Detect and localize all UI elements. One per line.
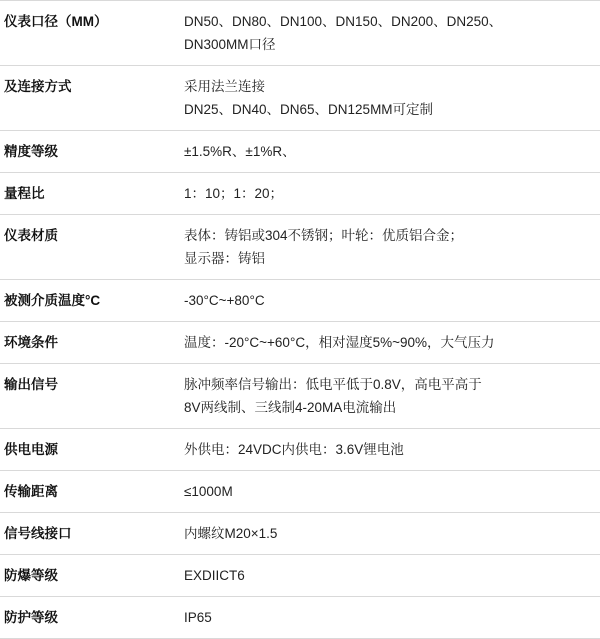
spec-value [178,66,600,131]
spec-value [178,364,600,429]
spec-value-line: DN300MM口径 [184,37,276,52]
spec-value-line: DN50、DN80、DN100、DN150、DN200、DN250、 [184,14,503,29]
specification-table-body [0,1,600,639]
table-row [0,364,600,429]
spec-value-line: ≤1000M [184,484,233,499]
spec-value [178,513,600,555]
spec-value-line: EXDIICT6 [184,568,245,583]
spec-value [178,1,600,66]
table-row [0,513,600,555]
spec-label: 被测介质温度°C [4,293,101,308]
spec-value-line: 8V两线制、三线制4-20MA电流输出 [184,400,397,415]
spec-label: 输出信号 [4,377,58,392]
spec-value [178,555,600,597]
spec-value [178,215,600,280]
spec-value-line: 脉冲频率信号输出：低电平低于0.8V，高电平高于 [184,377,482,392]
spec-label: 仪表材质 [4,228,58,243]
table-row [0,1,600,66]
spec-value [178,471,600,513]
spec-label: 防护等级 [4,610,58,625]
spec-value-line: 温度：-20°C~+60°C，相对湿度5%~90%，大气压力 [184,335,495,350]
spec-label: 环境条件 [4,335,58,350]
spec-value [178,173,600,215]
spec-label: 防爆等级 [4,568,58,583]
spec-value-line: 采用法兰连接 [184,79,265,94]
spec-value [178,322,600,364]
table-row [0,215,600,280]
table-row [0,471,600,513]
spec-value-line: ±1.5%R、±1%R、 [184,144,296,159]
table-row [0,322,600,364]
spec-value [178,131,600,173]
spec-label: 传输距离 [4,484,58,499]
spec-value [178,280,600,322]
spec-label: 精度等级 [4,144,58,159]
spec-value-line: IP65 [184,610,212,625]
table-row [0,429,600,471]
spec-value-line: 内螺纹M20×1.5 [184,526,278,541]
spec-label: 信号线接口 [4,526,72,541]
spec-label: 量程比 [4,186,45,201]
spec-label: 及连接方式 [4,79,72,94]
spec-label: 仪表口径（MM） [4,14,108,29]
spec-value-line: 外供电：24VDC内供电：3.6V锂电池 [184,442,404,457]
spec-value [178,429,600,471]
table-row [0,597,600,639]
spec-label: 供电电源 [4,442,58,457]
spec-value-line: 1：10；1：20； [184,186,284,201]
table-row [0,280,600,322]
table-row [0,555,600,597]
spec-value-line: DN25、DN40、DN65、DN125MM可定制 [184,102,434,117]
spec-value [178,597,600,639]
spec-value-line: 显示器：铸铝 [184,251,265,266]
spec-value-line: 表体：铸铝或304不锈钢；叶轮：优质铝合金； [184,228,464,243]
table-row [0,173,600,215]
table-row [0,131,600,173]
table-row [0,66,600,131]
spec-value-line: -30°C~+80°C [184,293,265,308]
